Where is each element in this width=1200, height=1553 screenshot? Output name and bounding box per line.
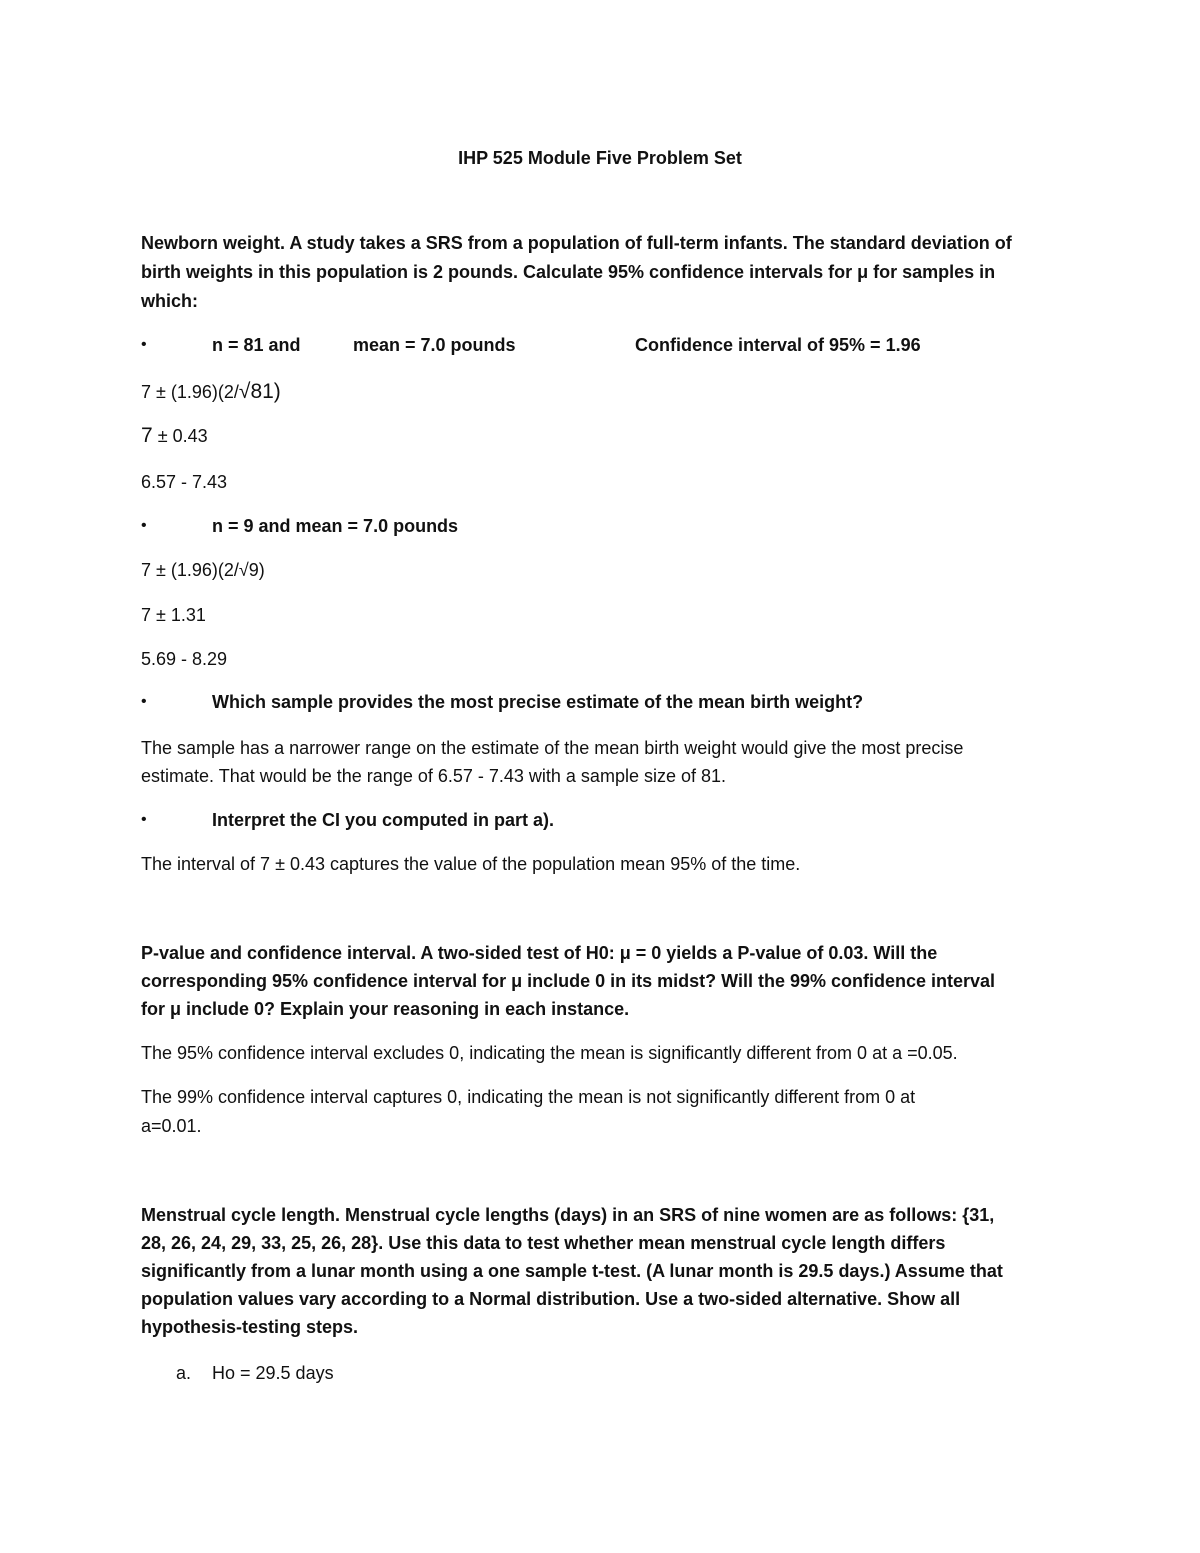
calc-1-formula-part-a: 7 ± (1.96)(2/ (141, 382, 239, 402)
newborn-question-line-3: which: (141, 291, 198, 311)
menstrual-question-line-1: Menstrual cycle length. Menstrual cycle lengths (days) in an SRS of nine women are as follows: {31, (141, 1205, 995, 1225)
bullet-4-text: Interpret the CI you computed in part a). (212, 810, 555, 830)
pvalue-answer-2-line-1: The 99% confidence interval captures 0, indicating the mean is not significantly different from 0 at (141, 1087, 916, 1107)
bullet-1-sample-size: n = 81 and (212, 335, 301, 355)
bullet-3-text: Which sample provides the most precise estimate of the mean birth weight? (212, 692, 864, 712)
pvalue-question-line-1: P-value and confidence interval. A two-sided test of H0: μ = 0 yields a P-value of 0.03. Will the (141, 943, 938, 963)
calc-1-margin-part-a: 7 (141, 424, 153, 447)
calc-1-margin (141, 422, 208, 450)
bullet-2-text: n = 9 and mean = 7.0 pounds (212, 516, 459, 536)
calc-1-margin-part-b: ± 0.43 (152, 426, 208, 446)
menstrual-question-line-5: hypothesis-testing steps. (141, 1317, 359, 1337)
bullet-1-confidence-level: Confidence interval of 95% = 1.96 (635, 335, 921, 355)
menstrual-question-line-2: 28, 26, 24, 29, 33, 25, 26, 28}. Use this data to test whether mean menstrual cycle length differs (141, 1233, 946, 1253)
pvalue-question-line-3: for μ include 0? Explain your reasoning in each instance. (141, 999, 630, 1019)
calc-2-margin: 7 ± 1.31 (141, 605, 206, 625)
newborn-question-line-1: Newborn weight. A study takes a SRS from a population of full-term infants. The standard deviation of (141, 233, 1012, 253)
calc-1-interval: 6.57 - 7.43 (141, 472, 228, 492)
newborn-question-line-2: birth weights in this population is 2 pounds. Calculate 95% confidence intervals for μ for samples in (141, 262, 996, 282)
menstrual-question-line-4: population values vary according to a Normal distribution. Use a two-sided alternative. Show all (141, 1289, 961, 1309)
calc-2-interval: 5.69 - 8.29 (141, 649, 228, 669)
answer-4: The interval of 7 ± 0.43 captures the value of the population mean 95% of the time. (141, 854, 801, 874)
answer-3-line-2: estimate. That would be the range of 6.57 - 7.43 with a sample size of 81. (141, 766, 727, 786)
calc-2-formula: 7 ± (1.96)(2/√9) (141, 560, 265, 580)
bullet-2-marker: • (141, 517, 147, 534)
bullet-1-marker: • (141, 336, 147, 353)
pvalue-answer-2-line-2: a=0.01. (141, 1116, 202, 1136)
menstrual-question-line-3: significantly from a lunar month using a one sample t-test. (A lunar month is 29.5 days.) Assume that (141, 1261, 1003, 1281)
bullet-4-marker: • (141, 811, 147, 828)
item-a-marker: a. (176, 1363, 192, 1383)
document-title: IHP 525 Module Five Problem Set (458, 148, 742, 168)
calc-1-formula (141, 378, 281, 406)
pvalue-answer-1: The 95% confidence interval excludes 0, indicating the mean is significantly different from 0 at a =0.05. (141, 1043, 958, 1063)
pvalue-question-line-2: corresponding 95% confidence interval for μ include 0 in its midst? Will the 99% confidence interval (141, 971, 996, 991)
item-a-text: Ho = 29.5 days (212, 1363, 334, 1383)
bullet-3-marker: • (141, 693, 147, 710)
calc-1-formula-part-b: √81) (238, 380, 281, 403)
bullet-1-mean: mean = 7.0 pounds (353, 335, 516, 355)
answer-3-line-1: The sample has a narrower range on the estimate of the mean birth weight would give the most precise (141, 738, 964, 758)
